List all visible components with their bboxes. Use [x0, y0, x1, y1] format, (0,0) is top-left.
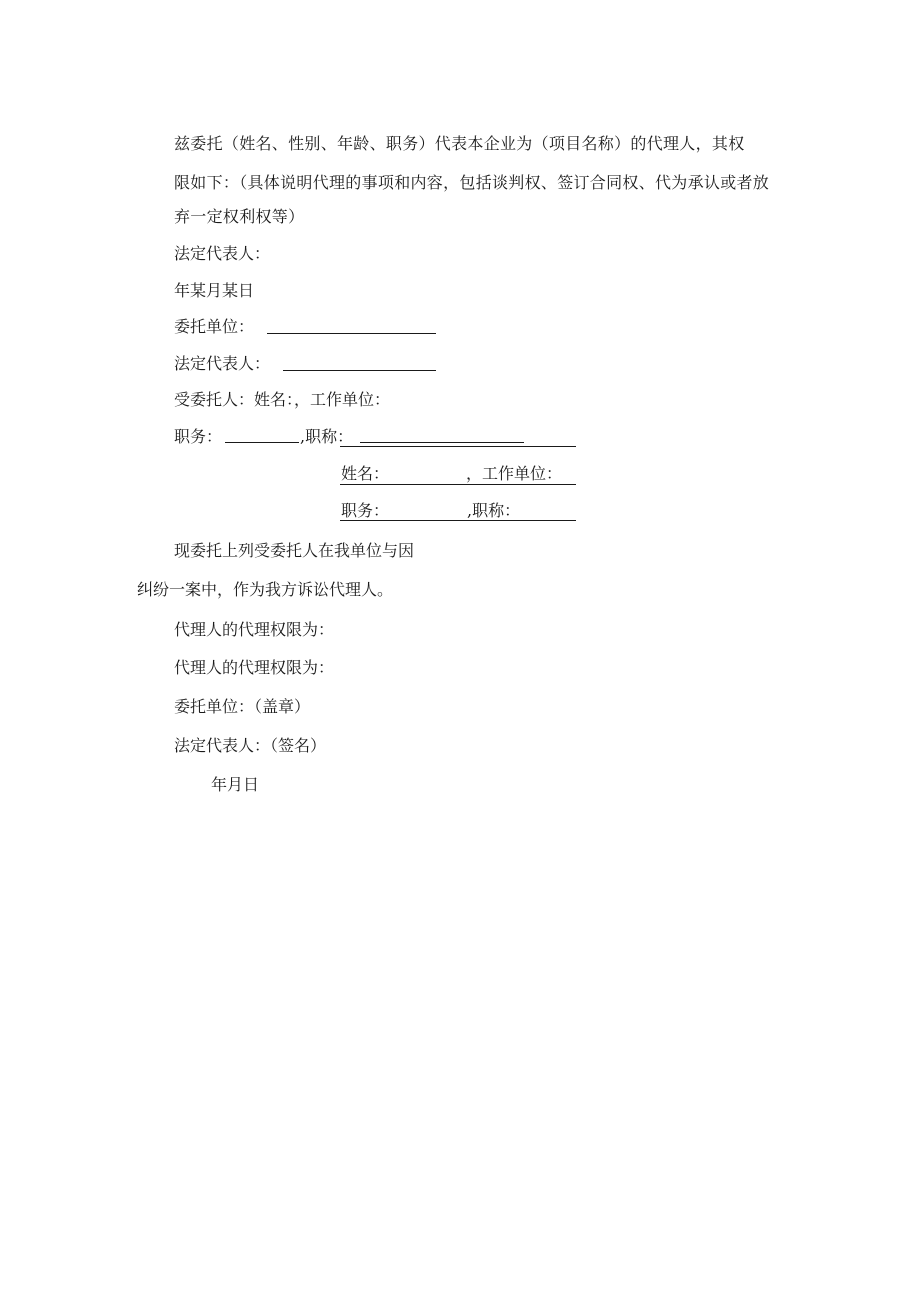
unit-seal-line: 委托单位：（盖章）: [174, 697, 311, 716]
scope-line-1: 代理人的代理权限为：: [174, 620, 335, 639]
legal-rep-blank: [283, 370, 436, 371]
agent2-name-rule: [340, 484, 576, 485]
scope-line-2: 代理人的代理权限为：: [174, 658, 335, 677]
position-label: 职务：: [174, 427, 223, 446]
title-blank: [360, 442, 524, 443]
legal-rep-label-1: 法定代表人：: [174, 244, 271, 263]
agent-line: 受委托人：姓名：，工作单位：: [174, 390, 391, 409]
agent2-work-label: ，工作单位：: [466, 464, 563, 483]
position-blank: [225, 442, 299, 443]
intro-line-2: 限如下：（具体说明代理的事项和内容，包括谈判权、签订合同权、代为承认或者放: [174, 173, 770, 192]
entrust-line-2: 纠纷一案中，作为我方诉讼代理人。: [137, 580, 394, 599]
agent2-title-label: ,职称：: [467, 501, 521, 520]
title-label: ,职称：: [300, 427, 354, 446]
agent2-position-rule: [340, 520, 576, 521]
intro-line-3: 弃一定权利权等）: [174, 207, 305, 226]
entrust-line-1: 现委托上列受委托人在我单位与因: [174, 541, 415, 560]
agent2-position-label: 职务：: [341, 501, 390, 520]
agent2-name-label: 姓名：: [341, 464, 390, 483]
date-line-2: 年月日: [211, 775, 260, 794]
entrusting-unit-blank: [267, 333, 436, 334]
rep-sign-line: 法定代表人：（签名）: [174, 736, 327, 755]
agent2-top-rule: [340, 446, 576, 447]
legal-rep-label-2: 法定代表人：: [174, 354, 271, 373]
intro-line-1: 兹委托（姓名、性别、年龄、职务）代表本企业为（项目名称）的代理人，其权: [174, 134, 745, 153]
entrusting-unit-row: [174, 317, 254, 337]
legal-rep-row-2: [174, 354, 270, 374]
date-line-1: 年某月某日: [174, 281, 255, 300]
entrusting-unit-label: 委托单位：: [174, 317, 255, 336]
